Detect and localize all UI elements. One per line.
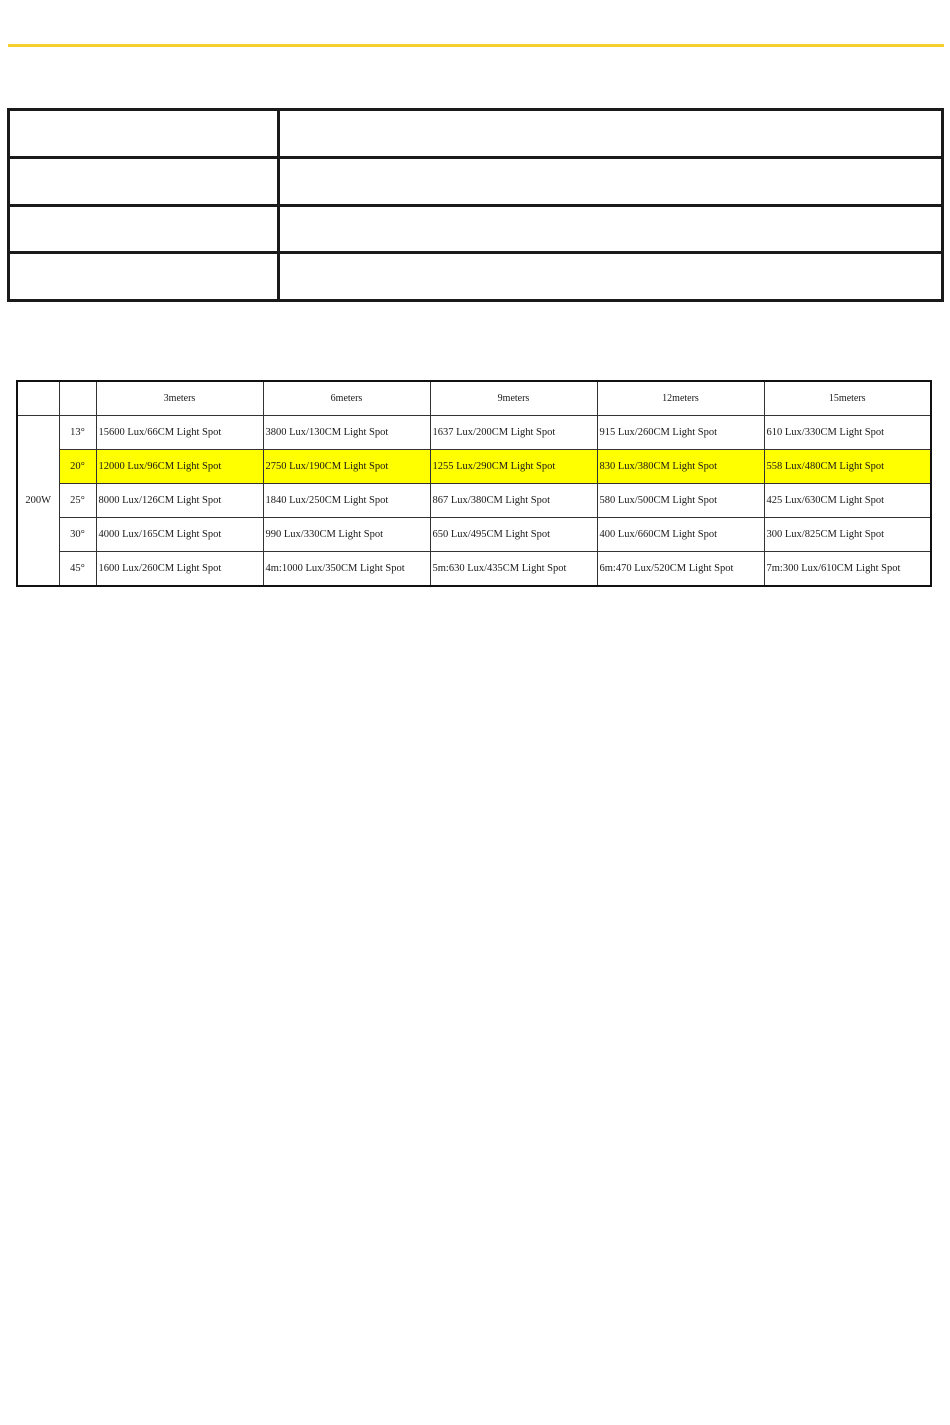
highlighted-table-row [17, 450, 931, 484]
lux-cell: 830 Lux/380CM Light Spot [597, 450, 764, 484]
spec-value [279, 205, 943, 253]
spec-label [9, 253, 279, 301]
lux-cell: 1840 Lux/250CM Light Spot [263, 484, 430, 518]
table-row [17, 484, 931, 518]
spec-value [279, 157, 943, 205]
spec-value [279, 253, 943, 301]
angle-cell: 45° [59, 552, 96, 587]
lux-cell: 580 Lux/500CM Light Spot [597, 484, 764, 518]
spec-label [9, 205, 279, 253]
lux-cell: 610 Lux/330CM Light Spot [764, 416, 931, 450]
lux-cell: 300 Lux/825CM Light Spot [764, 518, 931, 552]
lux-cell: 990 Lux/330CM Light Spot [263, 518, 430, 552]
corner-cell [59, 381, 96, 416]
spec-row [9, 157, 943, 205]
header-row [17, 381, 931, 416]
lux-cell: 12000 Lux/96CM Light Spot [96, 450, 263, 484]
lux-cell: 1255 Lux/290CM Light Spot [430, 450, 597, 484]
spec-label [9, 110, 279, 158]
lux-cell: 400 Lux/660CM Light Spot [597, 518, 764, 552]
distance-header: 3meters [96, 381, 263, 416]
angle-cell: 13° [59, 416, 96, 450]
distance-header: 12meters [597, 381, 764, 416]
lux-cell: 558 Lux/480CM Light Spot [764, 450, 931, 484]
spec-row [9, 110, 943, 158]
lux-cell: 15600 Lux/66CM Light Spot [96, 416, 263, 450]
angle-cell: 20° [59, 450, 96, 484]
lux-cell: 8000 Lux/126CM Light Spot [96, 484, 263, 518]
spec-table [7, 108, 944, 302]
lux-cell: 6m:470 Lux/520CM Light Spot [597, 552, 764, 587]
lux-cell: 867 Lux/380CM Light Spot [430, 484, 597, 518]
table-row [17, 416, 931, 450]
lux-cell: 915 Lux/260CM Light Spot [597, 416, 764, 450]
lux-cell: 425 Lux/630CM Light Spot [764, 484, 931, 518]
illuminance-table [16, 380, 932, 587]
spec-label [9, 157, 279, 205]
power-cell: 200W [17, 416, 59, 587]
distance-header: 15meters [764, 381, 931, 416]
header-divider [8, 44, 944, 47]
corner-cell [17, 381, 59, 416]
lux-cell: 1637 Lux/200CM Light Spot [430, 416, 597, 450]
spec-row [9, 253, 943, 301]
lux-cell: 5m:630 Lux/435CM Light Spot [430, 552, 597, 587]
lux-cell: 650 Lux/495CM Light Spot [430, 518, 597, 552]
distance-header: 6meters [263, 381, 430, 416]
lux-cell: 7m:300 Lux/610CM Light Spot [764, 552, 931, 587]
distance-header: 9meters [430, 381, 597, 416]
lux-cell: 4000 Lux/165CM Light Spot [96, 518, 263, 552]
lux-cell: 1600 Lux/260CM Light Spot [96, 552, 263, 587]
spec-value [279, 110, 943, 158]
lux-cell: 4m:1000 Lux/350CM Light Spot [263, 552, 430, 587]
angle-cell: 30° [59, 518, 96, 552]
table-row [17, 552, 931, 587]
table-row [17, 518, 931, 552]
lux-cell: 2750 Lux/190CM Light Spot [263, 450, 430, 484]
lux-cell: 3800 Lux/130CM Light Spot [263, 416, 430, 450]
spec-row [9, 205, 943, 253]
angle-cell: 25° [59, 484, 96, 518]
